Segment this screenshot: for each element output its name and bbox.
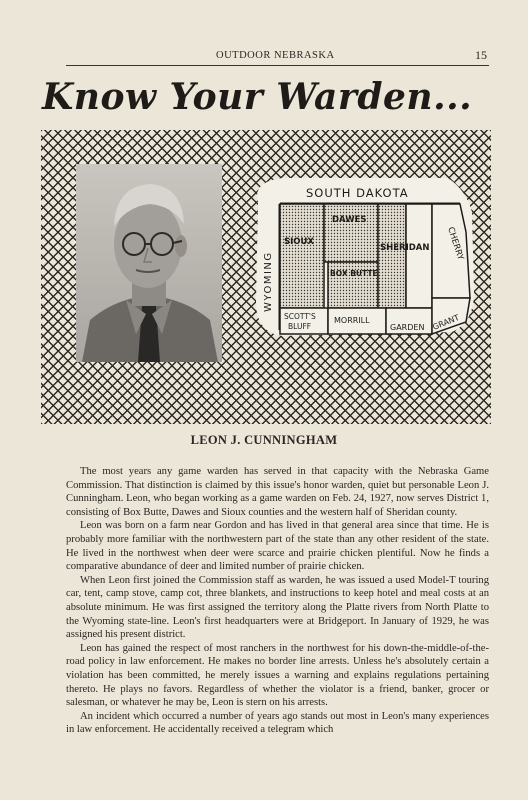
paragraph-2: Leon was born on a farm near Gordon and has lived in that general area since that time. He is probably more familiar with the northwestern part of the state than any other resident of the state. He lived in the northwest when deer were scarce and prairie chicken plentiful. Now he finds a comparative abundance of deer and limited number of prairie chicken. [66, 520, 489, 573]
map-label-scotts-bluff-line1: SCOTT'S [284, 312, 316, 321]
map-label-dawes: DAWES [332, 215, 367, 225]
map-label-cherry: CHERRY [445, 225, 466, 262]
paragraph-4: Leon has gained the respect of most ranchers in the northwest for his down-the-middle-of-the-road policy in law enforcement. He makes no border line arrests. Unless he's absolutely certain a violation has been committed, he merely issues a warning and explains regulations pertaining thereto. He plays no favors. Regardless of whether the violator is a friend, banker, grocer or salesman, or whatever he may be, Leon is stern on his arrests. [66, 642, 489, 709]
header-rule [66, 65, 489, 66]
page-number: 15 [475, 48, 487, 62]
paragraph-3: When Leon first joined the Commission staff as warden, he was issued a used Model-T touring car, tent, camp stove, camp cot, three blankets, and instructions to keep hotel and meal costs at an absolute minimum. He was first assigned the territory along the Platte rivers from North Platte to the Wyoming state-line. Leon's first headquarters were at Bridgeport. In January of 1929, he was assigned his present district. [66, 574, 489, 641]
warden-name-heading: LEON J. CUNNINGHAM [190, 433, 338, 447]
article-title: Know Your Warden... [42, 76, 473, 118]
map-label-sioux: SIOUX [284, 237, 314, 247]
map-label-morrill: MORRILL [334, 316, 370, 325]
map-label-wyoming: WYOMING [263, 251, 274, 312]
warden-portrait-photo [76, 164, 222, 362]
map-label-garden: GARDEN [390, 323, 425, 332]
map-label-box-butte: BOX BUTTE [330, 269, 378, 278]
paragraph-5: An incident which occurred a number of years ago stands out most in Leon's many experiences in law enforcement. He accidentally received a telegram which [66, 710, 489, 736]
district-map [252, 172, 480, 338]
map-label-south-dakota: SOUTH DAKOTA [306, 186, 409, 200]
running-header [66, 48, 489, 64]
magazine-name: OUTDOOR NEBRASKA [216, 50, 335, 61]
map-label-grant: GRANT [431, 313, 461, 332]
paragraph-1: The most years any game warden has served in that capacity with the Nebraska Game Commission. That distinction is claimed by this issue's honor warden, quiet but personable Leon J. Cunningham. Leon, who began working as a game warden on Feb. 24, 1927, now serves District 1, consisting of Box Butte, Dawes and Sioux counties and the western half of Sheridan county. [66, 466, 489, 518]
map-label-scotts-bluff-line2: BLUFF [288, 322, 312, 331]
map-label-sheridan: SHERIDAN [380, 243, 430, 253]
article-body [66, 465, 489, 737]
